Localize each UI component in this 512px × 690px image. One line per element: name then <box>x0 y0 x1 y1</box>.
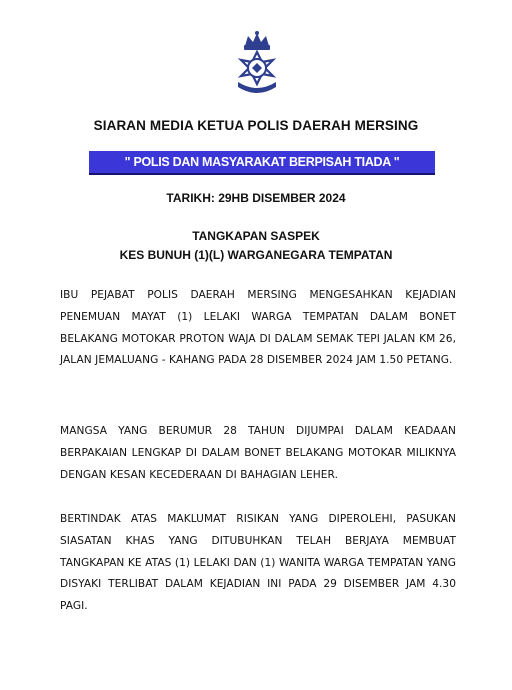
subheading-case: KES BUNUH (1)(L) WARGANEGARA TEMPATAN <box>119 248 393 262</box>
body-paragraph: MANGSA YANG BERUMUR 28 TAHUN DIJUMPAI DALAM KEADAAN BERPAKAIAN LENGKAP DI DALAM BONET BELAKANG MOTOKAR MILIKNYA DENGAN KESAN KECEDERAAN DI BAHAGIAN LEHER. <box>60 425 456 481</box>
subheading-arrest: TANGKAPAN SASPEK <box>192 229 320 243</box>
police-crest-icon <box>228 30 286 98</box>
slogan-banner: " POLIS DAN MASYARAKAT BERPISAH TIADA " <box>89 151 435 175</box>
body-paragraph: BERTINDAK ATAS MAKLUMAT RISIKAN YANG DIPEROLEHI, PASUKAN SIASATAN KHAS YANG DITUBUHKAN TELAH BERJAYA MEMBUAT TANGKAPAN KE ATAS (1) LELAKI DAN (1) WANITA WARGA TEMPATAN YANG DISYAKI TERLIBAT DALAM KEJADIAN INI PADA 29 DISEMBER JAM 4.30 PAGI. <box>60 513 456 613</box>
date-line: TARIKH: 29HB DISEMBER 2024 <box>166 191 346 205</box>
body-paragraph: IBU PEJABAT POLIS DAERAH MERSING MENGESAHKAN KEJADIAN PENEMUAN MAYAT (1) LELAKI WARGA TEMPATAN DALAM BONET BELAKANG MOTOKAR PROTON WAJA DI DALAM SEMAK TEPI JALAN KM 26, JALAN JEMALUANG - KAHANG PADA 28 DISEMBER 2024 JAM 1.50 PETANG. <box>60 289 456 367</box>
page-title: SIARAN MEDIA KETUA POLIS DAERAH MERSING <box>93 118 419 133</box>
